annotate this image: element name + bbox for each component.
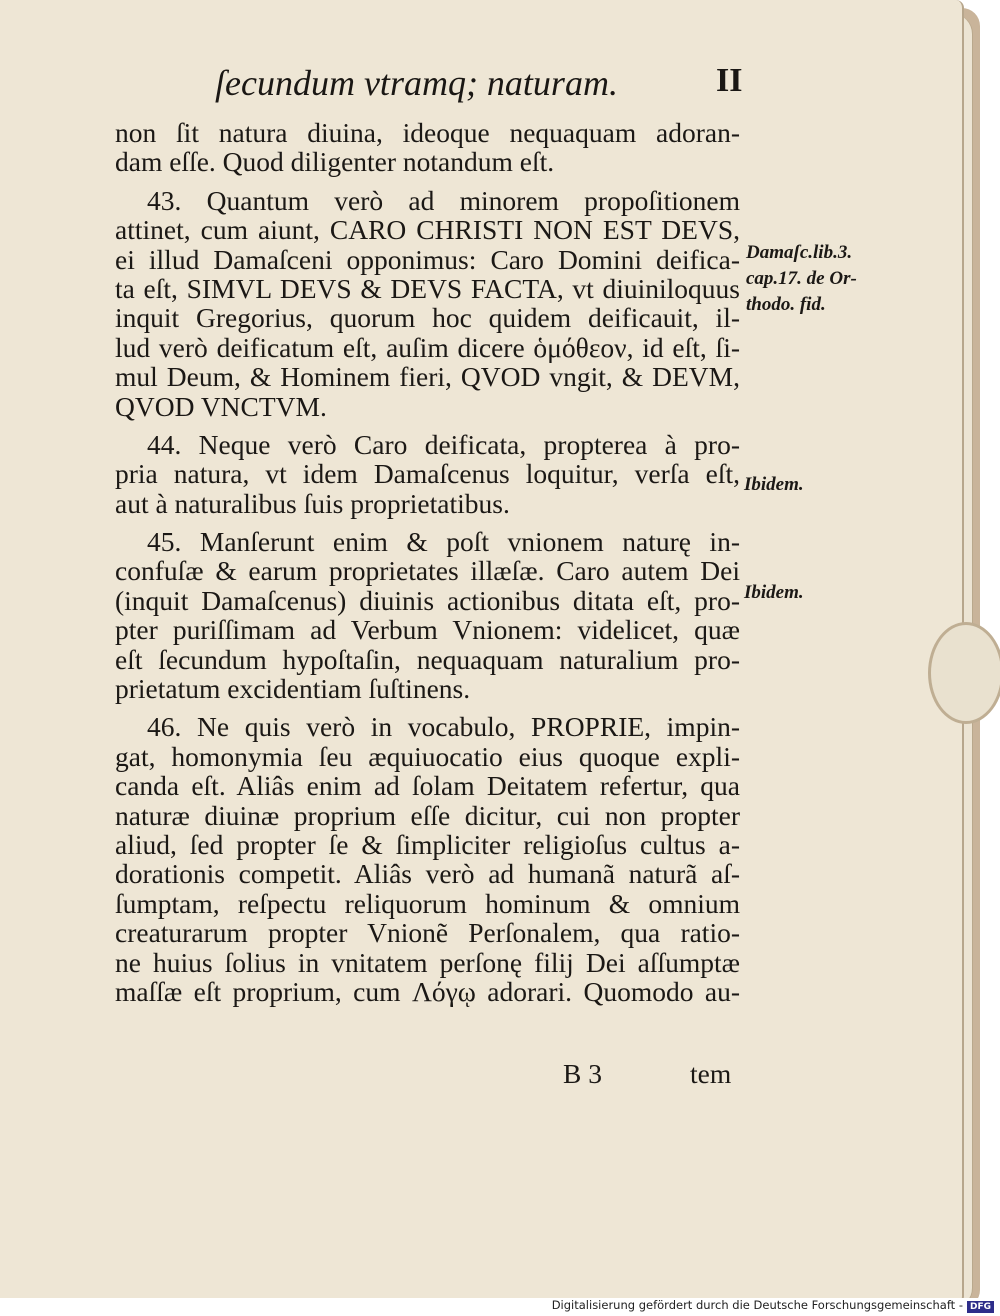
running-title: ſecundum vtramq; naturam. (215, 63, 618, 103)
dfg-logo-icon: DFG (967, 1301, 994, 1313)
margin-note-damascenus (746, 240, 857, 318)
text-line: ta eſt, SIMVL DEVS & DEVS FACTA, vt diuiniloquus (115, 272, 740, 304)
text-line: maſſæ eſt proprium, cum Λόγῳ adorari. Quomodo au- (115, 975, 740, 1007)
text-line: dorationis competit. Aliâs verò ad humanã naturã aſ- (115, 858, 740, 890)
text-line: mul Deum, & Hominem fieri, QVOD vngit, & DEVM, (115, 361, 740, 393)
text-line: confuſæ & earum proprietates illæſæ. Caro autem Dei (115, 555, 740, 587)
text-line: eſt ſecundum hypoſtaſin, nequaquam naturalium pro- (115, 643, 740, 675)
body-text (115, 118, 740, 1006)
text-line: lud verò deificatum eſt, auſim dicere ὁμόθεον, id eſt, ſi- (115, 331, 740, 363)
text-line: 44. Neque verò Caro deificata, propterea à pro- (147, 428, 740, 460)
text-line: aut à naturalibus ſuis proprietatibus. (115, 487, 510, 519)
text-line: prietatum excidentiam ſuſtinens. (115, 673, 471, 705)
margin-note-ibidem-1: Ibidem. (744, 474, 804, 495)
text-line: inquit Gregorius, quorum hoc quidem deificauit, il- (115, 302, 740, 334)
text-line: dam eſſe. Quod diligenter notandum eſt. (115, 146, 555, 178)
text-line: gat, homonymia ſeu æquiuocatio eius quoque expli- (115, 740, 740, 772)
catchword: tem (690, 1058, 732, 1089)
text-line: QVOD VNCTVM. (115, 390, 327, 422)
text-line: ne huius ſolius in vnitatem perſonę filij Dei aſſumptæ (115, 946, 740, 978)
text-line: 45. Manſerunt enim & poſt vnionem naturę in- (147, 526, 740, 558)
margin-note-line: cap.17. de Or- (746, 268, 857, 289)
text-line: ſumptam, reſpectu reliquorum hominum & omnium (115, 887, 740, 919)
digitization-footer (0, 1298, 1000, 1316)
signature-mark: B 3 (563, 1058, 602, 1089)
text-line: attinet, cum aiunt, CARO CHRISTI NON EST DEVS, (115, 214, 740, 246)
footer-text: Digitalisierung gefördert durch die Deutsche Forschungsgemeinschaft - (551, 1298, 963, 1312)
page-tab-cutout (928, 622, 1000, 724)
text-line: ei illud Damaſceni opponimus: Caro Domini deifica- (115, 243, 740, 275)
text-line: (inquit Damaſcenus) diuinis actionibus ditata eſt, pro- (115, 584, 740, 616)
margin-note-line: Damaſc.lib.3. (746, 242, 853, 263)
text-line: naturæ diuinæ proprium eſſe dicitur, cui non propter (115, 799, 740, 831)
text-line: aliud, ſed propter ſe & ſimpliciter religioſus cultus a- (115, 828, 740, 860)
text-line: 43. Quantum verò ad minorem propoſitionem (147, 184, 740, 216)
margin-note-ibidem-2: Ibidem. (744, 582, 804, 603)
text-line: pter puriſſimam ad Verbum Vnionem: videlicet, quæ (115, 614, 740, 646)
page-number: II (716, 62, 743, 99)
margin-note-line: thodo. fid. (746, 294, 826, 315)
text-line: canda eſt. Aliâs enim ad ſolam Deitatem refertur, qua (115, 770, 740, 802)
page-header (0, 62, 900, 112)
text-line: creaturarum propter Vnionẽ Perſonalem, qua ratio- (115, 917, 740, 949)
text-line: 46. Ne quis verò in vocabulo, PROPRIE, impin- (147, 711, 740, 743)
text-line: non ſit natura diuina, ideoque nequaquam adoran- (115, 117, 740, 148)
text-line: pria natura, vt idem Damaſcenus loquitur, verſa eſt, (115, 458, 740, 490)
